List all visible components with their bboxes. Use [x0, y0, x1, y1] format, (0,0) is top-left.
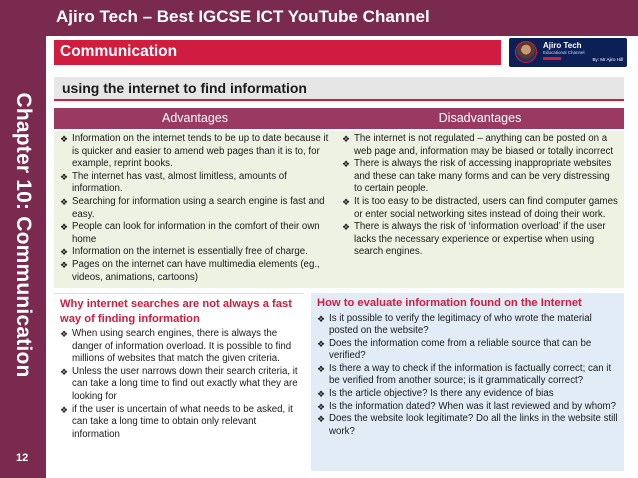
advantages-panel	[54, 131, 336, 288]
evaluate-info-list	[317, 313, 618, 439]
list-item: ❖ The internet has vast, almost limitless, amounts of information.	[60, 171, 330, 196]
channel-logo-subtitle: Educational Channel	[543, 50, 585, 55]
list-item: ❖ Is it possible to verify the legitimacy of who wrote the material posted on the website?	[317, 313, 618, 338]
disadvantages-list	[342, 133, 618, 259]
chapter-label: Chapter 10: Communication	[12, 92, 35, 378]
list-item: ❖ Information on the internet tends to be up to date because it is quicker and easier to amend web pages than it is to, for example, reprint books.	[60, 133, 330, 171]
list-item: ❖ There is always the risk of accessing inappropriate websites and these can take many forms and can be very distressing to certain people.	[342, 158, 618, 196]
list-item: ❖ Is the information dated? When was it last reviewed and by whom?	[317, 401, 618, 414]
chapter-sidebar	[0, 0, 46, 478]
list-item: ❖ if the user is uncertain of what needs to be asked, it can take a long time to obtain only relevant information	[60, 404, 298, 442]
channel-logo-title: Ajiro Tech	[543, 41, 582, 50]
evaluate-info-title: How to evaluate information found on the Internet	[317, 297, 582, 309]
advantages-heading: Advantages	[54, 108, 336, 129]
list-item: ❖ People can look for information in the comfort of their own home	[60, 221, 330, 246]
channel-logo-accent	[543, 57, 561, 60]
list-item: ❖ The internet is not regulated – anything can be posted on a web page and, information may be biased or totally incorrect	[342, 133, 618, 158]
list-item: ❖ Searching for information using a search engine is fast and easy.	[60, 196, 330, 221]
advantages-list	[60, 133, 330, 284]
list-item: ❖ Pages on the internet can have multimedia elements (eg., videos, animations, cartoons)	[60, 259, 330, 284]
list-item: ❖ Does the website look legitimate? Do all the links in the website still work?	[317, 413, 618, 438]
page-title: Ajiro Tech – Best IGCSE ICT YouTube Channel	[46, 0, 638, 36]
channel-logo-byline: By: Mr Ajiro Hill	[592, 57, 623, 62]
evaluate-info-panel	[311, 293, 624, 471]
list-item: ❖ Does the information come from a reliable source that can be verified?	[317, 338, 618, 363]
disadvantages-heading: Disadvantages	[336, 108, 624, 129]
search-speed-panel	[54, 293, 304, 461]
list-item: ❖ Unless the user narrows down their search criteria, it can take a long time to find out exactly what they are looking for	[60, 366, 298, 404]
list-item: ❖ It is too easy to be distracted, users can find computer games or enter social networking sites instead of doing their work.	[342, 196, 618, 221]
list-item: ❖ Is the article objective? Is there any evidence of bias	[317, 388, 618, 401]
list-item: ❖ There is always the risk of ‘information overload’ if the user lacks the necessary experience or expertise when using search engines.	[342, 221, 618, 259]
search-speed-title: Why internet searches are not always a fast way of finding information	[60, 298, 292, 325]
list-item: ❖ Information on the internet is essentially free of charge.	[60, 246, 330, 259]
channel-logo	[509, 38, 627, 67]
page-number: 12	[16, 452, 29, 464]
avatar	[515, 41, 537, 63]
section-title: Communication	[54, 40, 501, 65]
list-item: ❖ Is there a way to check if the information is factually correct; can it be verified from another source; is it grammatically correct?	[317, 363, 618, 388]
list-item: ❖ When using search engines, there is always the danger of information overload. It is possible to find millions of websites that match the given criteria.	[60, 328, 298, 366]
search-speed-list	[60, 328, 298, 441]
disadvantages-panel	[336, 131, 624, 288]
topic-heading: using the internet to find information	[54, 77, 624, 101]
